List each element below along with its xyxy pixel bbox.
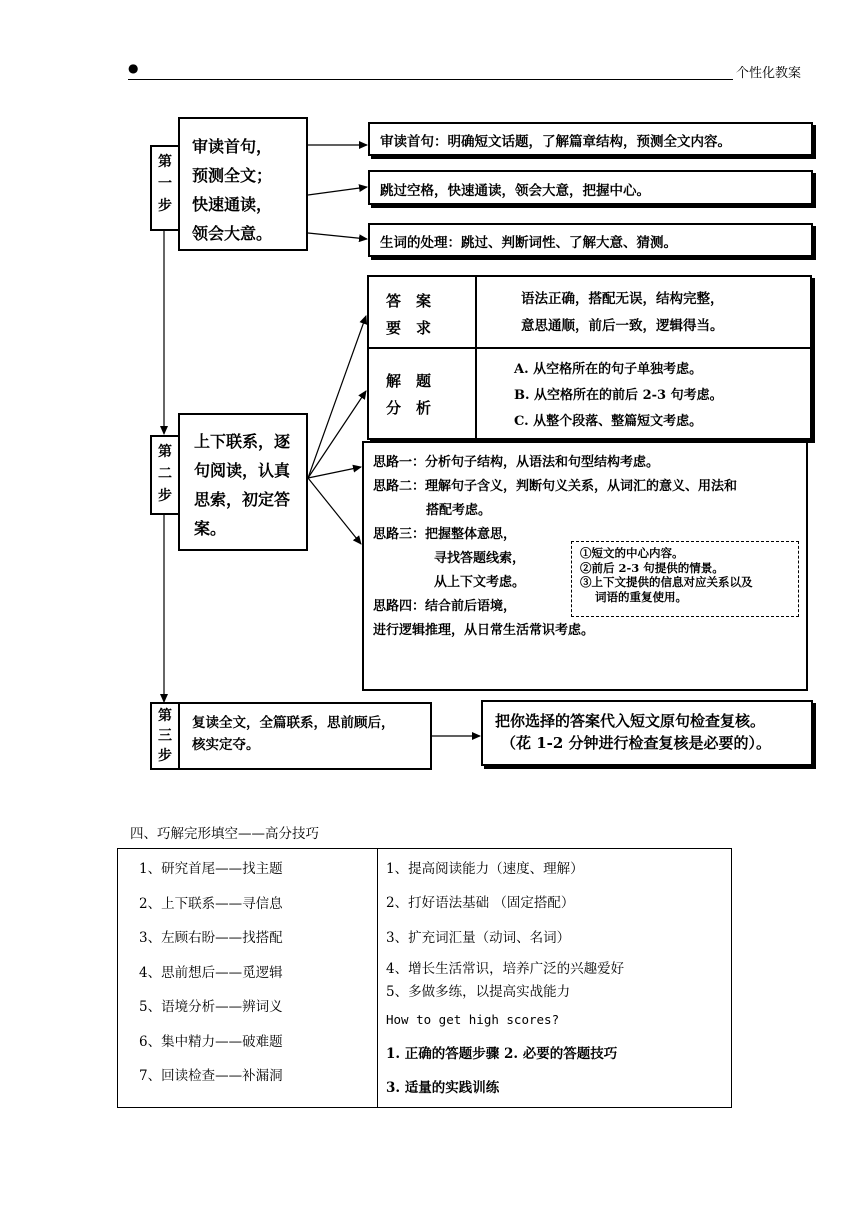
improve-item: 4、增长生活常识，培养广泛的兴趣爱好 bbox=[386, 961, 625, 977]
answer-analysis-table bbox=[367, 275, 812, 440]
section-title: 四、巧解完形填空——高分技巧 bbox=[130, 826, 319, 842]
table-divider-vertical bbox=[475, 277, 477, 440]
idea-1: 思路一：分析句子结构，从语法和句型结构考虑。 bbox=[373, 455, 660, 470]
idea-2-cont: 搭配考虑。 bbox=[426, 503, 492, 518]
idea-3-cont1: 寻找答题线索， bbox=[434, 551, 526, 566]
improve-item: 5、多做多练，以提高实战能力 bbox=[386, 984, 571, 1000]
idea-3-cont2: 从上下文考虑。 bbox=[434, 575, 526, 590]
step3-label: 第 三 步 bbox=[152, 704, 180, 768]
header-title: 个性化教案 bbox=[736, 66, 802, 81]
step1-detail-2: 跳过空格，快速通读，领会大意，把握中心。 bbox=[368, 170, 813, 205]
step1-detail-1: 审读首句：明确短文话题，了解篇章结构，预测全文内容。 bbox=[368, 122, 813, 156]
improve-item: 3、扩充词汇量（动词、名词） bbox=[386, 930, 571, 946]
step3-detail-box: 把你选择的答案代入短文原句检查复核。 （花 1-2 分钟进行检查复核是必要的）。 bbox=[481, 700, 813, 766]
improve-item: 1、提高阅读能力（速度、理解） bbox=[386, 861, 584, 877]
tips-table bbox=[117, 848, 732, 1108]
table-divider-horizontal bbox=[369, 347, 810, 349]
tip-item: 1、研究首尾——找主题 bbox=[139, 861, 283, 877]
step2-summary-box: 上下联系，逐 句阅读，认真 思索，初定答 案。 bbox=[178, 413, 308, 551]
answer-req-header: 答 案 要 求 bbox=[386, 292, 432, 337]
high-score-answer-1: 1. 正确的答题步骤 2. 必要的答题技巧 bbox=[386, 1046, 618, 1062]
header-bullet: ● bbox=[128, 61, 139, 75]
idea-4: 思路四：结合前后语境， bbox=[373, 599, 517, 614]
step1-label: 第 一 步 bbox=[150, 145, 180, 231]
tip-item: 6、集中精力——破难题 bbox=[139, 1033, 283, 1050]
high-score-question: How to get high scores? bbox=[386, 1012, 560, 1027]
tip-item: 2、上下联系——寻信息 bbox=[139, 895, 283, 912]
step1-summary-box: 审读首句， 预测全文； 快速通读， 领会大意。 bbox=[178, 117, 308, 251]
tip-item: 7、回读检查——补漏洞 bbox=[139, 1068, 283, 1084]
improve-item: 2、打好语法基础 （固定搭配） bbox=[386, 895, 575, 911]
tip-item: 4、思前想后——觅逻辑 bbox=[139, 964, 283, 981]
tip-item: 5、语境分析——辨词义 bbox=[139, 999, 283, 1015]
tips-right-cell bbox=[378, 849, 732, 1108]
ideas-box bbox=[362, 441, 808, 691]
step2-label: 第 二 步 bbox=[150, 435, 180, 515]
clue-box: ①短文的中心内容。 ②前后 2-3 句提供的情景。 ③上下文提供的信息对应关系以及 词语的重复使用。 bbox=[571, 541, 799, 617]
tip-item: 3、左顾右盼——找搭配 bbox=[139, 930, 283, 946]
answer-req-text: 语法正确，搭配无误，结构完整， 意思通顺，前后一致，逻辑得当。 bbox=[521, 291, 724, 334]
tips-left-cell bbox=[118, 849, 378, 1108]
idea-2: 思路二：理解句子含义，判断句义关系，从词汇的意义、用法和 bbox=[373, 479, 738, 494]
step1-detail-3: 生词的处理：跳过、判断词性、了解大意、猜测。 bbox=[368, 223, 813, 257]
step3-box bbox=[150, 702, 432, 770]
idea-3: 思路三：把握整体意思， bbox=[373, 527, 517, 542]
high-score-answer-2: 3. 适量的实践训练 bbox=[386, 1080, 500, 1096]
step3-summary: 复读全文，全篇联系，思前顾后， 核实定夺。 bbox=[192, 715, 395, 753]
idea-4-cont: 进行逻辑推理，从日常生活常识考虑。 bbox=[373, 623, 595, 638]
analysis-header: 解 题 分 析 bbox=[386, 372, 432, 417]
analysis-text: A. 从空格所在的句子单独考虑。 B. 从空格所在的前后 2-3 句考虑。 C. 从整个段落、整篇短文考虑。 bbox=[514, 362, 723, 429]
